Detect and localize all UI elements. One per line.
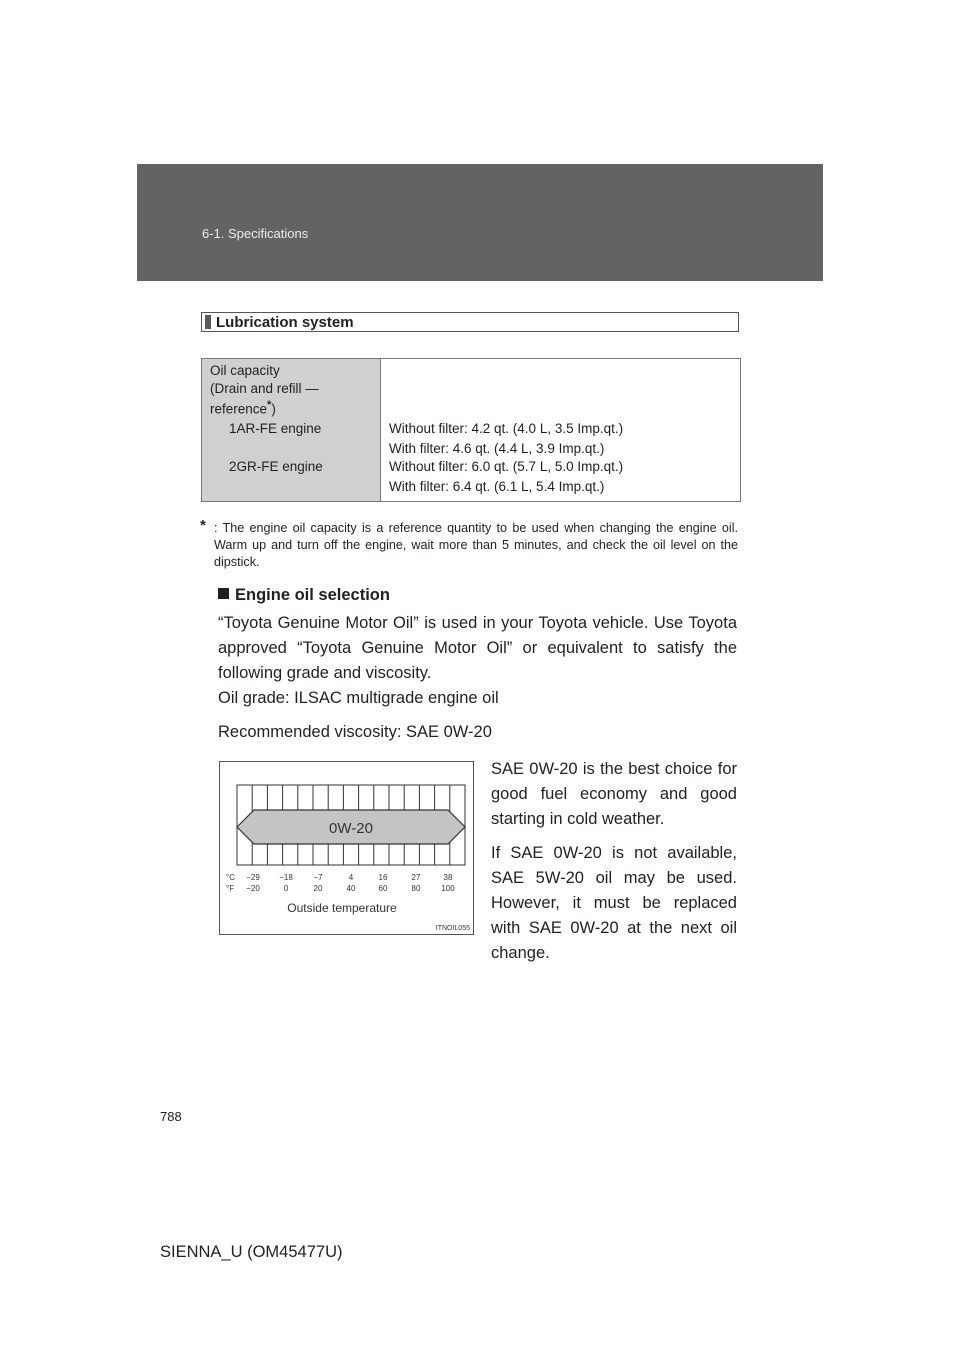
viscosity-chart-svg xyxy=(220,762,473,934)
engine-oil-heading xyxy=(218,586,390,605)
viscosity-diagram xyxy=(219,761,474,935)
celsius-tick: −7 xyxy=(313,873,323,882)
page-number: 788 xyxy=(160,1109,182,1124)
engine-oil-heading-text: Engine oil selection xyxy=(235,586,390,604)
fahrenheit-tick: 80 xyxy=(411,884,421,893)
band-label: 0W-20 xyxy=(329,820,373,837)
celsius-unit: °C xyxy=(226,873,235,882)
header-bar xyxy=(137,164,823,281)
viscosity-notes xyxy=(491,757,737,975)
celsius-tick: 38 xyxy=(443,873,453,882)
reference-label xyxy=(210,399,276,417)
oil-capacity-label: Oil capacity xyxy=(210,363,280,378)
celsius-tick: 27 xyxy=(411,873,421,882)
fahrenheit-tick: 0 xyxy=(283,884,289,893)
title-marker xyxy=(205,315,211,329)
recommended-viscosity: Recommended viscosity: SAE 0W-20 xyxy=(218,723,492,741)
fahrenheit-tick: 60 xyxy=(378,884,388,893)
engine-2-name: 2GR-FE engine xyxy=(229,459,323,474)
fahrenheit-tick: 20 xyxy=(313,884,323,893)
oil-capacity-label-cell xyxy=(202,359,381,502)
celsius-tick: −18 xyxy=(279,873,293,882)
footnote xyxy=(200,517,738,571)
figure-code: ITNOIL055 xyxy=(435,925,470,932)
fahrenheit-tick: −20 xyxy=(246,884,260,893)
section-title: Lubrication system xyxy=(216,314,354,331)
section-title-box xyxy=(201,312,739,332)
engine-2-without-filter: Without filter: 6.0 qt. (5.7 L, 5.0 Imp.qt.) xyxy=(389,459,624,474)
fahrenheit-tick: 100 xyxy=(441,884,455,893)
drain-refill-label: (Drain and refill — xyxy=(210,381,319,396)
footnote-text: : The engine oil capacity is a reference quantity to be used when changing the engine oil. Warm up and turn off the engine, wait more than 5 minutes, and check the oil level on the dipstick. xyxy=(214,521,738,569)
engine-1-name: 1AR-FE engine xyxy=(229,421,322,436)
reference-star: * xyxy=(267,399,272,411)
celsius-tick: 4 xyxy=(348,873,354,882)
section-breadcrumb: 6-1. Specifications xyxy=(202,226,309,241)
reference-text: reference xyxy=(210,401,268,417)
oil-grade: Oil grade: ILSAC multigrade engine oil xyxy=(218,689,499,707)
viscosity-note-1: SAE 0W-20 is the best choice for good fuel economy and good starting in cold weather. xyxy=(491,760,737,828)
document-id: SIENNA_U (OM45477U) xyxy=(160,1243,343,1261)
engine-2-with-filter: With filter: 6.4 qt. (6.1 L, 5.4 Imp.qt.) xyxy=(389,479,605,494)
oil-capacity-values-cell xyxy=(381,359,741,502)
fahrenheit-unit: °F xyxy=(226,884,235,893)
engine-oil-intro: “Toyota Genuine Motor Oil” is used in your Toyota vehicle. Use Toyota approved “Toyota Genuine Motor Oil” or equivalent to satisfy the following grade and viscosity. xyxy=(218,614,737,682)
x-axis-label: Outside temperature xyxy=(287,901,397,915)
engine-1-without-filter: Without filter: 4.2 qt. (4.0 L, 3.5 Imp.qt.) xyxy=(389,421,624,436)
celsius-tick: 16 xyxy=(378,873,388,882)
square-bullet-icon xyxy=(218,588,229,599)
fahrenheit-tick: 40 xyxy=(346,884,356,893)
reference-close: ) xyxy=(271,401,276,417)
viscosity-note-2: If SAE 0W-20 is not available, SAE 5W-20 oil may be used. However, it must be replaced with SAE 0W-20 at the next oil change. xyxy=(491,844,737,962)
oil-capacity-table xyxy=(201,358,741,502)
celsius-tick: −29 xyxy=(246,873,260,882)
engine-1-with-filter: With filter: 4.6 qt. (4.4 L, 3.9 Imp.qt.) xyxy=(389,441,605,456)
footnote-star: * xyxy=(200,517,206,534)
